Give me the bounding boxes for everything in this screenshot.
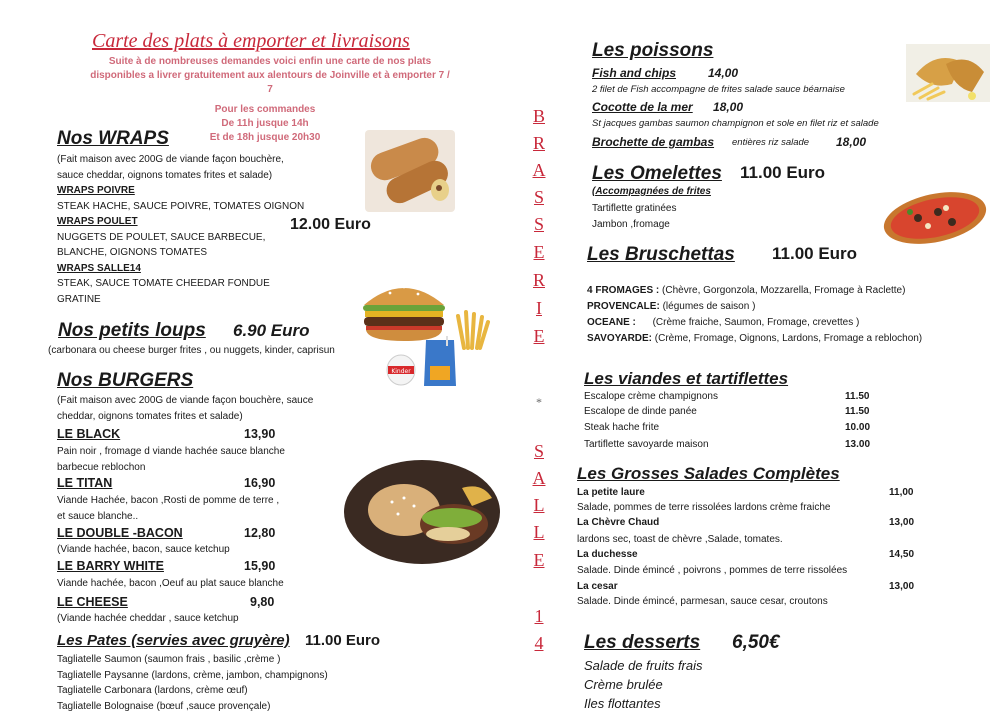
burger-name: LE BLACK <box>57 427 121 441</box>
burger-description: (Viande hachée, bacon, sauce ketchup <box>57 544 230 555</box>
omelettes-title: Les Omelettes <box>592 163 722 184</box>
petits-loups-title: Nos petits loups <box>58 320 206 341</box>
viande-price: 11.50 <box>845 406 870 417</box>
burger-photo <box>360 275 448 343</box>
wraps-list: WRAPS POIVRE STEAK HACHE, SAUCE POIVRE, TOMATES OIGNON WRAPS POULET NUGGETS DE POULET, SAUCE BARBECUE, BLANCHE, OIGNONS TOMATES WRAPS SALLE14 STEAK, SAUCE TOMATE CHEEDAR FONDUE GRATINE <box>57 185 305 305</box>
wrap-name: WRAPS POULET <box>57 216 138 227</box>
salad-name: La duchesse <box>577 549 638 560</box>
svg-text:Kinder: Kinder <box>391 368 411 375</box>
salad-name: La petite laure <box>577 487 645 498</box>
fish-item-price: 14,00 <box>708 66 739 80</box>
viande-item: Escalope crème champignons <box>584 391 718 402</box>
burger-description: Viande hachée, bacon ,Oeuf au plat sauce blanche <box>57 578 284 589</box>
dessert-item: Crème brulée <box>584 677 663 692</box>
burger-price: 16,90 <box>244 476 276 490</box>
fish-item-description: St jacques gambas saumon champignon et sole en filet riz et salade <box>592 118 879 129</box>
pasta-item: Tagliatelle Paysanne (lardons, crème, jambon, champignons) <box>57 669 328 681</box>
fish-item-description: 2 filet de Fish accompagne de frites salade sauce béarnaise <box>592 84 845 95</box>
opening-hours: Pour les commandes De 11h jusque 14h Et de 18h jusque 20h30 <box>209 104 321 143</box>
burger-closeup-photo <box>342 458 502 566</box>
pates-title: Les Pates (servies avec gruyère) <box>57 632 290 649</box>
viande-price: 10.00 <box>845 422 871 433</box>
salad-description: Salade, pommes de terre rissolées lardons crème fraiche <box>577 502 831 513</box>
burger-description: Viande Hachée, bacon ,Rosti de pomme de terre , et sauce blanche.. <box>57 495 280 522</box>
burger-description: Pain noir , fromage d viande hachée sauce blanche barbecue reblochon <box>57 446 285 473</box>
desserts-price: 6,50€ <box>732 632 780 653</box>
kinder-photo <box>384 352 418 386</box>
intro-text: Suite à de nombreuses demandes voici enfin une carte de nos plats disponibles a livrer gratuitement aux alentours de Joinville et à emporter 7 / 7 <box>90 56 450 95</box>
bruschetta-item: SAVOYARDE: (Crème, Fromage, Oignons, Lardons, Fromage a reblochon) <box>587 333 923 344</box>
wraps-title: Nos WRAPS <box>57 128 169 149</box>
wraps-price: 12.00 Euro <box>290 216 371 233</box>
omelette-item: Jambon ,fromage <box>592 218 670 230</box>
caprisun-photo <box>422 336 458 388</box>
burger-description: (Viande hachée cheddar , sauce ketchup <box>57 613 239 624</box>
burger-name: LE CHEESE <box>57 595 128 609</box>
poissons-title: Les poissons <box>592 40 714 61</box>
omelettes-price: 11.00 Euro <box>740 163 826 182</box>
burger-price: 9,80 <box>250 595 275 609</box>
desserts-title: Les desserts <box>584 632 701 653</box>
salad-name: La Chèvre Chaud <box>577 517 660 528</box>
burger-price: 15,90 <box>244 559 276 573</box>
bruschetta-item: PROVENCALE: (légumes de saison ) <box>587 301 756 312</box>
pates-list <box>57 652 328 714</box>
salades-title: Les Grosses Salades Complètes <box>577 464 840 483</box>
salad-description: lardons sec, toast de chèvre ,Salade, tomates. <box>577 534 783 545</box>
omelettes-subtitle: (Accompagnées de frites <box>592 186 711 197</box>
pasta-item: Tagliatelle Bolognaise (bœuf ,sauce provençale) <box>57 700 271 712</box>
fish-item-description: entières riz salade <box>732 137 810 148</box>
dessert-item: Iles flottantes <box>584 696 661 711</box>
pates-price: 11.00 Euro <box>305 632 381 649</box>
dessert-item: Salade de fruits frais <box>584 658 703 673</box>
menu-title: Carte des plats à emporter et livraisons <box>92 30 410 52</box>
petits-loups-price: 6.90 Euro <box>233 321 310 340</box>
viande-item: Tartiflette savoyarde maison <box>584 439 709 450</box>
viandes-title: Les viandes et tartiflettes <box>584 369 789 388</box>
fish-item-price: 18,00 <box>836 135 867 149</box>
burger-name: LE BARRY WHITE <box>57 559 164 573</box>
petits-loups-description: (carbonara ou cheese burger frites , ou nuggets, kinder, caprisun <box>48 345 335 356</box>
salad-price: 14,50 <box>889 549 915 560</box>
viande-price: 11.50 <box>845 391 870 402</box>
bruschetta-item: OCEANE : (Crème fraiche, Saumon, Fromage, crevettes ) <box>587 317 860 328</box>
desserts-list <box>584 656 703 713</box>
wraps-description: (Fait maison avec 200G de viande façon bouchère, sauce cheddar, oignons tomates frites et salade) <box>57 154 284 181</box>
bruschettas-price: 11.00 Euro <box>772 244 858 263</box>
wrap-photo <box>365 130 455 212</box>
salad-price: 11,00 <box>889 487 914 498</box>
omelette-item: Tartiflette gratinées <box>592 203 677 214</box>
burgers-title: Nos BURGERS <box>57 370 194 391</box>
salad-description: Salade. Dinde émincé , poivrons , pommes de terre rissolées <box>577 565 848 576</box>
pizza-photo <box>880 188 990 246</box>
salad-price: 13,00 <box>889 581 915 592</box>
fish-item-price: 18,00 <box>713 100 744 114</box>
viande-item: Steak hache frite <box>584 422 660 433</box>
fish-item-name: Fish and chips <box>592 66 677 80</box>
salad-description: Salade. Dinde émincé, parmesan, sauce cesar, croutons <box>577 596 828 607</box>
viande-item: Escalope de dinde panée <box>584 406 697 417</box>
burger-name: LE DOUBLE -BACON <box>57 526 183 540</box>
fish-item-name: Brochette de gambas <box>592 135 715 149</box>
burger-price: 13,90 <box>244 427 276 441</box>
burger-name: LE TITAN <box>57 476 113 490</box>
wrap-name: WRAPS POIVRE <box>57 185 135 196</box>
fish-item-name: Cocotte de la mer <box>592 100 693 114</box>
pasta-item: Tagliatelle Carbonara (lardons, crème œuf) <box>57 685 248 696</box>
salad-name: La cesar <box>577 581 618 592</box>
pasta-item: Tagliatelle Saumon (saumon frais , basilic ,crème ) <box>57 654 281 665</box>
bruschettas-title: Les Bruschettas <box>587 244 735 265</box>
omelettes-list <box>592 201 677 232</box>
wrap-name: WRAPS SALLE14 <box>57 262 141 274</box>
salad-price: 13,00 <box>889 517 915 528</box>
bruschetta-item: 4 FROMAGES : (Chèvre, Gorgonzola, Mozzarella, Fromage à Raclette) <box>587 285 906 296</box>
burger-price: 12,80 <box>244 526 276 540</box>
viande-price: 13.00 <box>845 439 871 450</box>
burgers-description: (Fait maison avec 200G de viande façon bouchère, sauce cheddar, oignons tomates frites et salade) <box>57 395 314 422</box>
bruschettas-list <box>587 283 922 347</box>
fish-chips-photo <box>906 44 990 102</box>
